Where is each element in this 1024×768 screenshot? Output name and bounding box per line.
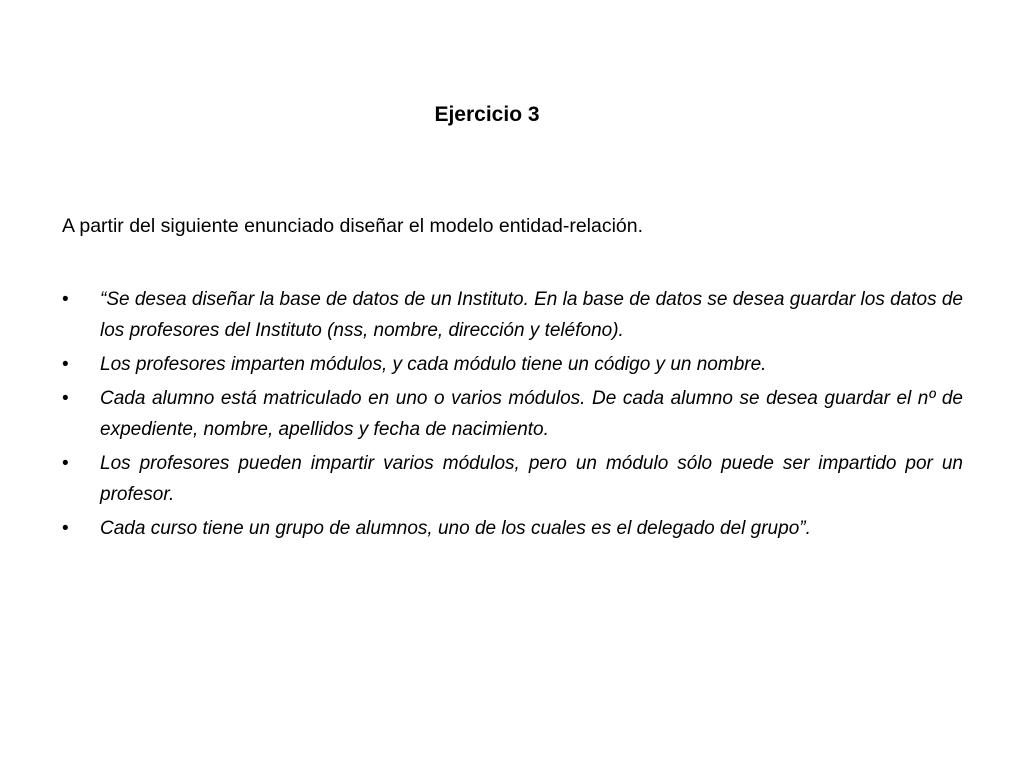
bullet-item <box>62 513 963 544</box>
bullet-marker: • <box>62 518 69 539</box>
intro-paragraph: A partir del siguiente enunciado diseñar el modelo entidad-relación. <box>62 215 644 237</box>
bullet-marker: • <box>62 388 69 409</box>
bullet-text: “Se desea diseñar la base de datos de un Instituto. En la base de datos se desea guardar los datos de los profesores del Instituto (nss, nombre, dirección y teléfono). <box>100 289 963 341</box>
bullet-item <box>62 349 963 380</box>
bullet-marker: • <box>62 289 69 310</box>
bullet-text: Cada alumno está matriculado en uno o varios módulos. De cada alumno se desea guardar el nº de expediente, nombre, apellidos y fecha de nacimiento. <box>100 388 963 440</box>
bullet-text: Los profesores imparten módulos, y cada módulo tiene un código y un nombre. <box>100 354 767 375</box>
bullet-item <box>62 448 963 510</box>
bullet-marker: • <box>62 354 69 375</box>
bullet-marker: • <box>62 453 69 474</box>
bullet-text: Los profesores pueden impartir varios módulos, pero un módulo sólo puede ser impartido por un profesor. <box>100 453 963 505</box>
bullet-item <box>62 383 963 445</box>
slide-title <box>0 101 974 129</box>
bullet-list <box>62 284 963 547</box>
slide-title-text: Ejercicio 3 <box>434 103 540 126</box>
bullet-item <box>62 284 963 346</box>
bullet-text: Cada curso tiene un grupo de alumnos, uno de los cuales es el delegado del grupo”. <box>100 518 811 539</box>
